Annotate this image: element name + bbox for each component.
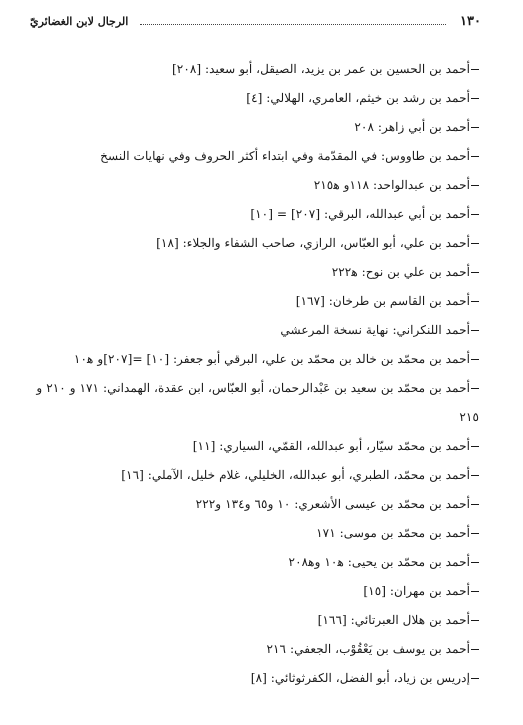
index-entry: أحمد بن طاووس: في المقدّمة وفي ابتداء أكثر الحروف وفي نهايات النسخ [22, 142, 479, 171]
index-entry: أحمد بن علي، أبو العبّاس، الرازي، صاحب الشفاء والجلاء: [١٨] [22, 229, 479, 258]
index-entry: أحمد بن محمّد، الطبري، أبو عبدالله، الخليلي، غلام خليل، الآملي: [١٦] [22, 461, 479, 490]
entry-dash [471, 127, 479, 129]
index-entry: أحمد بن أبي عبدالله، البرقي: [٢٠٧] = [١٠] [22, 200, 479, 229]
entry-dash [471, 359, 479, 361]
entry-dash [471, 649, 479, 651]
index-entry: أحمد بن مهران: [١٥] [22, 577, 479, 606]
index-entry: أحمد بن محمّد بن موسى: ١٧١ [22, 519, 479, 548]
index-entry: إدريس بن زياد، أبو الفضل، الكفرثوثائي: [٨] [22, 664, 479, 693]
entry-dash [471, 678, 479, 680]
entry-dash [471, 214, 479, 216]
index-entry: أحمد بن هلال العبرتائي: [١٦٦] [22, 606, 479, 635]
index-entry: أحمد بن رشد بن خيثم، العامري، الهلالي: [٤] [22, 84, 479, 113]
index-entry: أحمد بن عبدالواحد: ١١٨و ه‍٢١٥ [22, 171, 479, 200]
entry-dash [471, 504, 479, 506]
index-entry: أحمد بن علي بن نوح: ه‍٢٢٢ [22, 258, 479, 287]
entry-dash [471, 620, 479, 622]
page-number: ١٣٠ [460, 13, 481, 29]
index-entry: أحمد بن محمّد بن خالد بن محمّد بن علي، البرقي أبو جعفر: [١٠] =[٢٠٧]و ه‍١٠ [22, 345, 479, 374]
entry-dash [471, 156, 479, 158]
entry-dash [471, 330, 479, 332]
index-entry: أحمد بن محمّد سيّار، أبو عبدالله، القمّي، السياري: [١١] [22, 432, 479, 461]
index-entry: أحمد بن يوسف بن يَعْقُوْب، الجعفي: ٢١٦ [22, 635, 479, 664]
entry-dash [471, 272, 479, 274]
index-entry: أحمد بن أبي زاهر: ٢٠٨ [22, 113, 479, 142]
index-entry: أحمد بن القاسم بن طرخان: [١٦٧] [22, 287, 479, 316]
entry-dash [471, 591, 479, 593]
entry-dash [471, 243, 479, 245]
index-entry: أحمد بن محمّد بن عيسى الأشعري: ١٠ و٦٥ و١٣٤ و٢٢٢ [22, 490, 479, 519]
index-entry: أحمد بن محمّد بن يحيى: ه‍١٠ وه‍٢٠٨ [22, 548, 479, 577]
index-entry: أحمد اللنكراني: نهاية نسخة المرعشي [22, 316, 479, 345]
running-title: الرجال لابن الغضائريّ [30, 14, 129, 28]
page-header [30, 10, 481, 32]
entry-dash [471, 388, 479, 390]
entry-dash [471, 533, 479, 535]
entry-dash [471, 475, 479, 477]
entry-dash [471, 69, 479, 71]
header-dotted-leader [140, 24, 446, 25]
entry-dash [471, 301, 479, 303]
entry-dash [471, 446, 479, 448]
index-entry-list [22, 55, 479, 693]
entry-dash [471, 98, 479, 100]
index-entry: أحمد بن الحسين بن عمر بن يزيد، الصيقل، أبو سعيد: [٢٠٨] [22, 55, 479, 84]
entry-dash [471, 562, 479, 564]
entry-dash [471, 185, 479, 187]
index-entry: أحمد بن محمّد بن سعيد بن عَبْدالرحمان، أبو العبّاس، ابن عقدة، الهمداني: ١٧١ و ٢١٠ و ٢١٥ [36, 381, 479, 424]
